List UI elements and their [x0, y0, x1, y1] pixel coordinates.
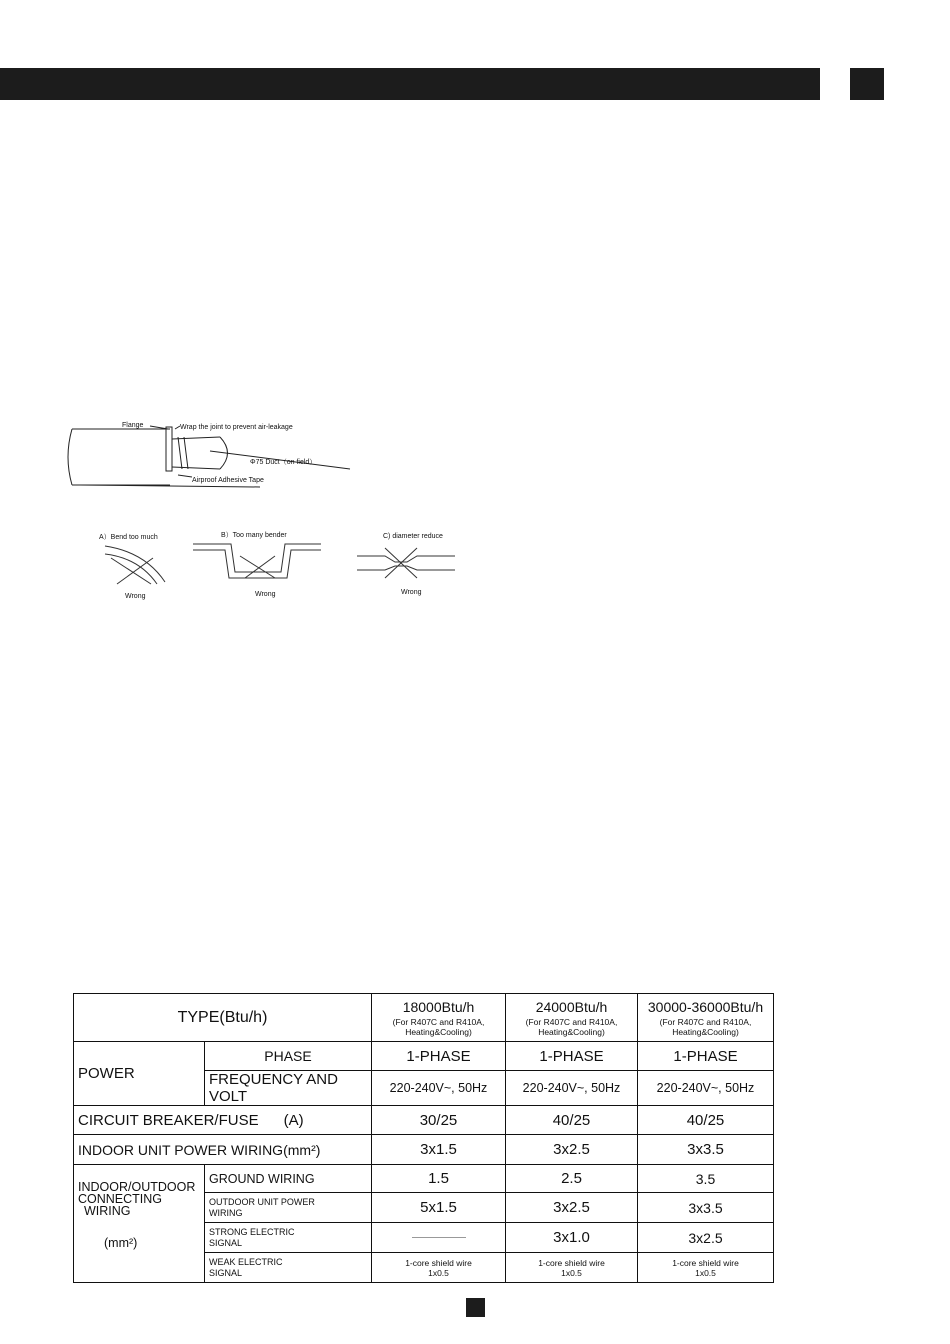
- frequency-value: 220-240V~, 50Hz: [506, 1071, 638, 1106]
- type-header: TYPE(Btu/h): [74, 994, 372, 1042]
- indoor-power-value: 3x2.5: [506, 1135, 638, 1165]
- diameter-reduce-label: C) diameter reduce: [383, 533, 443, 540]
- col-30000-36000: 30000-36000Btu/h (For R407C and R410A, Heating&Cooling): [638, 994, 774, 1042]
- phase-value: 1-PHASE: [638, 1042, 774, 1071]
- outdoor-power-value: 5x1.5: [372, 1193, 506, 1223]
- breaker-label: CIRCUIT BREAKER/FUSE (A): [74, 1106, 372, 1135]
- col-24000: 24000Btu/h (For R407C and R410A, Heating&Cooling): [506, 994, 638, 1042]
- airproof-tape-label: Airproof Adhesive Tape: [192, 477, 264, 484]
- too-many-bender-sketch: [193, 544, 321, 578]
- page-number-marker: [466, 1298, 485, 1317]
- weak-signal-label: WEAK ELECTRIC SIGNAL: [205, 1253, 372, 1283]
- breaker-value: 30/25: [372, 1106, 506, 1135]
- ground-row: [74, 1165, 774, 1193]
- wrap-joint-label: Wrap the joint to prevent air-leakage: [180, 424, 293, 431]
- indoor-power-value: 3x1.5: [372, 1135, 506, 1165]
- too-many-bender-label: B）Too many bender: [221, 532, 287, 539]
- type-row: [74, 994, 774, 1042]
- phase-value: 1-PHASE: [506, 1042, 638, 1071]
- ground-value: 1.5: [372, 1165, 506, 1193]
- weak-signal-value: 1-core shield wire 1x0.5: [372, 1253, 506, 1283]
- outdoor-power-label: OUTDOOR UNIT POWER WIRING: [205, 1193, 372, 1223]
- strong-signal-label: STRONG ELECTRIC SIGNAL: [205, 1223, 372, 1253]
- outdoor-power-value: 3x3.5: [638, 1193, 774, 1223]
- bend-too-much-sketch: [105, 546, 165, 584]
- diameter-reduce-sketch: [357, 548, 455, 578]
- breaker-row: [74, 1106, 774, 1135]
- header-page-tab: [850, 68, 884, 100]
- ground-label: GROUND WIRING: [205, 1165, 372, 1193]
- wrong-duct-figure: [95, 528, 465, 600]
- connecting-wiring-label: INDOOR/OUTDOOR CONNECTING WIRING (mm²): [74, 1165, 205, 1283]
- flange-label: Flange: [122, 422, 144, 429]
- wrong-label-a: Wrong: [125, 593, 146, 600]
- ground-value: 3.5: [638, 1165, 774, 1193]
- indoor-power-label: INDOOR UNIT POWER WIRING(mm²): [74, 1135, 372, 1165]
- frequency-value: 220-240V~, 50Hz: [638, 1071, 774, 1106]
- bend-too-much-label: A）Bend too much: [99, 534, 158, 541]
- power-label: POWER: [74, 1042, 205, 1106]
- duct-connection-figure: [60, 415, 360, 495]
- wrong-label-c: Wrong: [401, 589, 422, 596]
- strong-signal-value: 3x2.5: [638, 1223, 774, 1253]
- indoor-power-row: [74, 1135, 774, 1165]
- weak-signal-value: 1-core shield wire 1x0.5: [506, 1253, 638, 1283]
- phase-row: [74, 1042, 774, 1071]
- ground-value: 2.5: [506, 1165, 638, 1193]
- wrong-label-b: Wrong: [255, 591, 276, 598]
- header-bar: [0, 68, 820, 100]
- wiring-spec-table: [73, 993, 774, 1283]
- indoor-power-value: 3x3.5: [638, 1135, 774, 1165]
- weak-signal-value: 1-core shield wire 1x0.5: [638, 1253, 774, 1283]
- duct-label: Φ75 Duct（on field）: [250, 459, 317, 466]
- breaker-value: 40/25: [506, 1106, 638, 1135]
- outdoor-power-value: 3x2.5: [506, 1193, 638, 1223]
- strong-signal-value: 3x1.0: [506, 1223, 638, 1253]
- phase-label: PHASE: [205, 1042, 372, 1071]
- frequency-value: 220-240V~, 50Hz: [372, 1071, 506, 1106]
- col-18000: 18000Btu/h (For R407C and R410A, Heating&Cooling): [372, 994, 506, 1042]
- phase-value: 1-PHASE: [372, 1042, 506, 1071]
- frequency-label: FREQUENCY AND VOLT: [205, 1071, 372, 1106]
- strong-signal-value-empty: [372, 1223, 506, 1253]
- breaker-value: 40/25: [638, 1106, 774, 1135]
